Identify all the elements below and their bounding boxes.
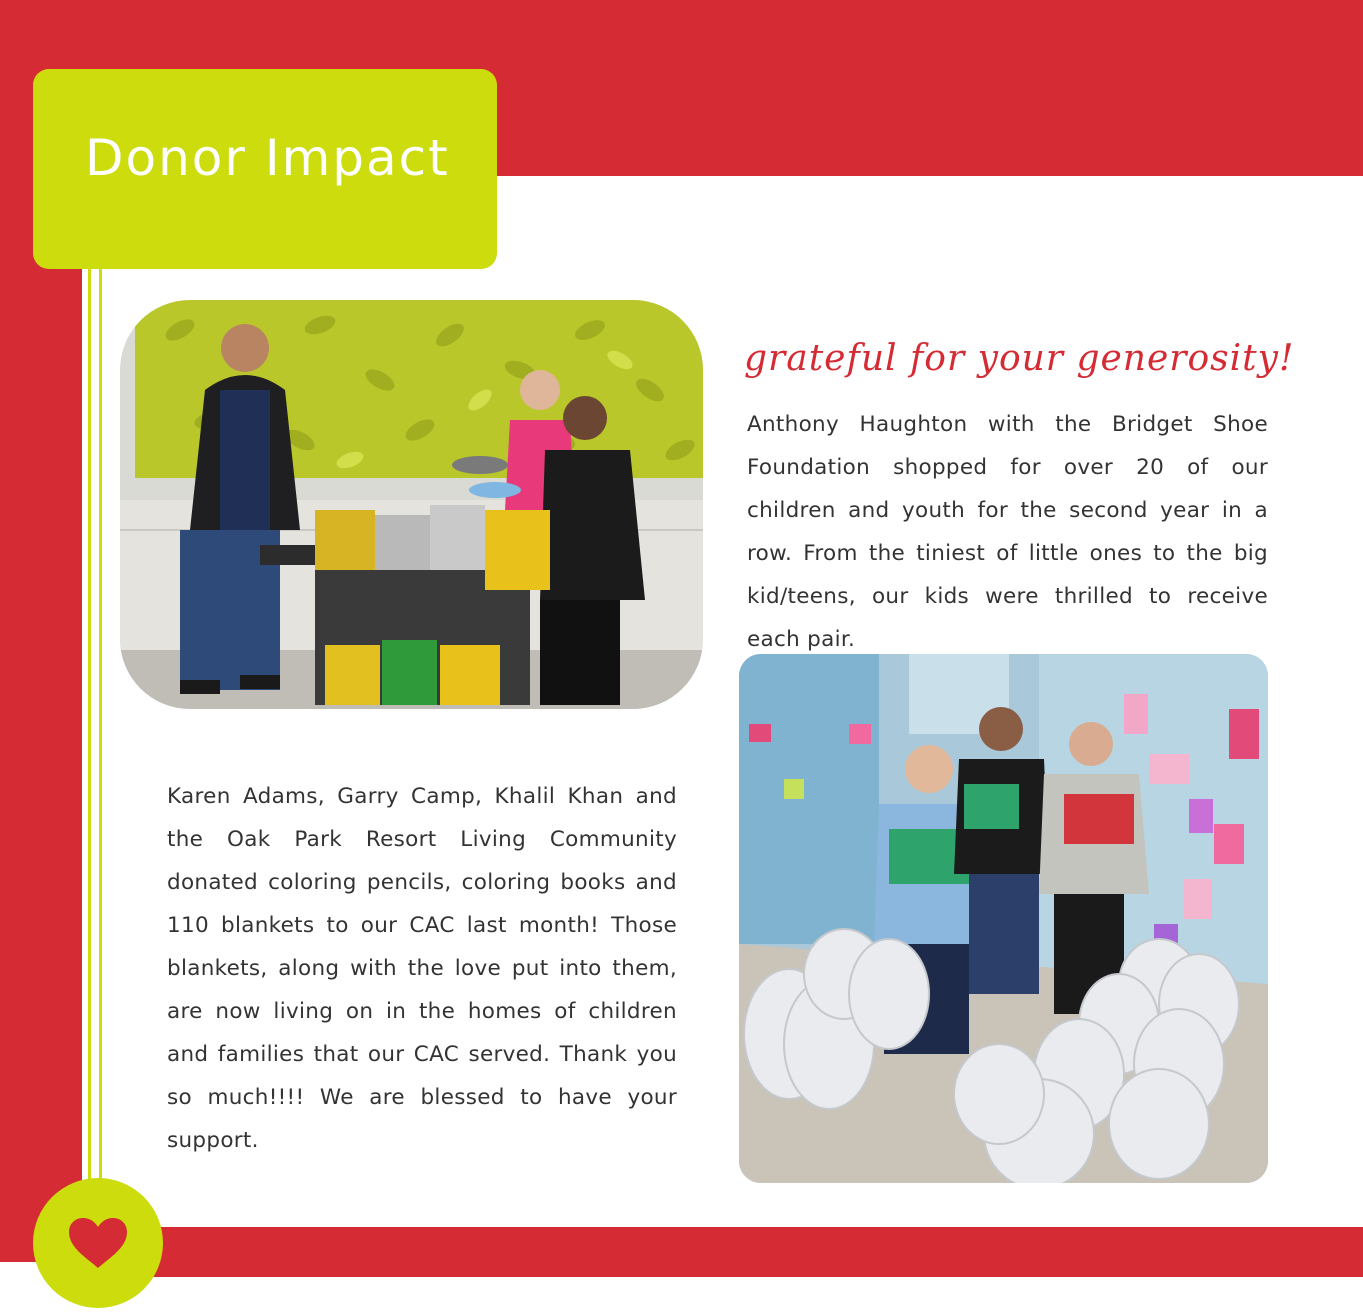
vertical-rule-gap xyxy=(91,262,99,1192)
heart-icon xyxy=(67,1216,129,1270)
story-heading: grateful for your generosity! xyxy=(744,338,1295,379)
heart-badge xyxy=(33,1178,163,1308)
title-banner xyxy=(33,69,497,269)
blanket-story-text: Karen Adams, Garry Camp, Khalil Khan and the Oak Park Resort Living Community donated coloring pencils, coloring books and 110 blankets to our CAC last month! Those blankets, along with the love put into them, are now living on in the homes of children and families that our CAC served. Thank you so much!!!! We are blessed to have your support. xyxy=(167,784,677,1153)
shoe-story-text: Anthony Haughton with the Bridget Shoe Foundation shopped for over 20 of our children and youth for the second year in a row. From the tiniest of little ones to the big kid/teens, our kids were thrilled to receive each pair. xyxy=(747,412,1268,652)
page-title: Donor Impact xyxy=(85,129,450,187)
shoe-donation-photo xyxy=(120,300,703,709)
blanket-donation-photo xyxy=(739,654,1268,1183)
bottom-red-band xyxy=(82,1227,1363,1277)
